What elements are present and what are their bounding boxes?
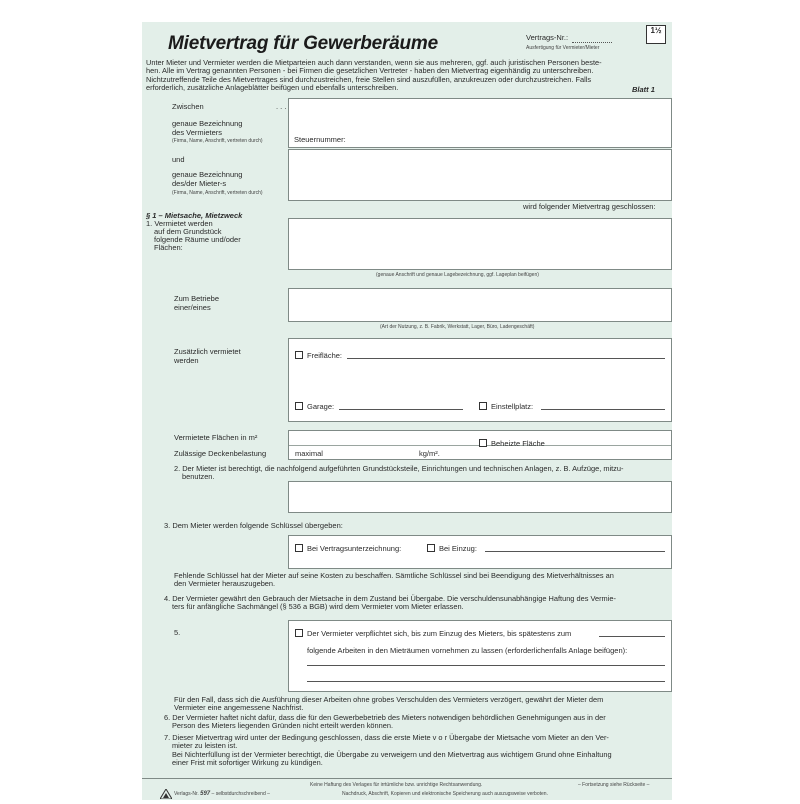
mieter-label-line: genaue Bezeichnung xyxy=(172,170,243,179)
beheizte-checkbox[interactable] xyxy=(479,439,487,447)
ausfertigung-note: Ausfertigung für Vermieter/Mieter xyxy=(526,45,600,51)
fall-line: Für den Fall, dass sich die Ausführung dieser Arbeiten ohne grobes Verschulden des Vermieters verzögert, gewährt der Mieter dem xyxy=(174,695,604,704)
betrieb-label-line: Zum Betriebe xyxy=(174,294,220,303)
folgende-label: folgende Arbeiten in den Mieträumen vornehmen zu lassen (erforderlichenfalls Anlage beifügen): xyxy=(307,646,628,655)
verpflichtet-checkbox[interactable] xyxy=(295,629,303,637)
intro-line: erforderlich, zusätzliche Anlageblätter beifügen und ebenfalls unterschreiben. xyxy=(146,82,399,92)
intro-line: hen. Alle im Vertrag genannten Personen - bei Firmen die gesetzlichen Vertreter - haben den Mietvertrag eigenhändig zu unterschreiben. xyxy=(146,66,594,76)
freiflaeche-checkbox[interactable] xyxy=(295,351,303,359)
copy-badge-label: 1½ xyxy=(650,26,662,35)
mitbenutzung-field[interactable] xyxy=(288,481,672,513)
fehlende-text xyxy=(174,572,674,589)
item1-label-line: 1. Vermietet werden xyxy=(146,219,213,228)
verlag-number: 597 xyxy=(200,791,211,797)
item6-text xyxy=(164,714,674,731)
garage-label: Garage: xyxy=(307,402,335,411)
haftung-note: Keine Haftung des Verlages für irrtümliche bzw. unrichtige Rechtsanwendung. xyxy=(310,782,483,788)
vermieter-field[interactable] xyxy=(288,98,672,148)
item7-line: Bei Nichterfüllung ist der Vermieter berechtigt, die Übergabe zu verweigern und den Mietvertrag aus wichtigem Grund ohne Einhaltung xyxy=(172,749,612,759)
zwischen-label: Zwischen xyxy=(172,102,204,111)
garage-option[interactable] xyxy=(295,402,334,412)
beheizte-label: Beheizte Fläche xyxy=(491,439,545,448)
betrieb-field[interactable] xyxy=(288,288,672,322)
verlag-prefix: Verlags-Nr. xyxy=(174,791,199,797)
einstellplatz-checkbox[interactable] xyxy=(479,402,487,410)
mieter-label xyxy=(172,171,242,188)
flaechen-label: Vermietete Flächen in m² xyxy=(174,433,258,442)
item3-text: 3. Dem Mieter werden folgende Schlüssel übergeben: xyxy=(164,521,343,530)
mieter-hint: (Firma, Name, Anschrift, vertreten durch) xyxy=(172,190,263,196)
flaechen-box[interactable] xyxy=(288,430,672,460)
vermieter-label-line: des Vermieters xyxy=(172,127,223,137)
vertrags-label: Vertrags-Nr.: xyxy=(526,33,569,42)
arbeiten-box xyxy=(288,620,672,692)
maximal-label: maximal xyxy=(295,449,323,458)
bei-vertrag-checkbox[interactable] xyxy=(295,544,303,552)
garage-checkbox[interactable] xyxy=(295,402,303,410)
arbeiten-line-2[interactable] xyxy=(307,681,665,682)
kgm2-label: kg/m². xyxy=(419,449,440,458)
copy-badge xyxy=(646,25,666,44)
betrieb-label-line: einer/eines xyxy=(174,302,211,312)
nachdruck-note: Nachdruck, Abschrift, Kopieren und elektronische Speicherung auch auszugsweise verboten. xyxy=(342,791,548,797)
zusaetzlich-label-line: Zusätzlich vermietet xyxy=(174,347,241,356)
fortsetzung-note: – Fortsetzung siehe Rückseite – xyxy=(578,782,650,788)
decke-label: Zulässige Deckenbelastung xyxy=(174,449,267,458)
schluessel-line[interactable] xyxy=(485,551,665,552)
page-title: Mietvertrag für Gewerberäume xyxy=(168,33,438,54)
form-sheet xyxy=(142,22,672,800)
item4-text xyxy=(164,595,674,612)
item2-text xyxy=(174,465,674,482)
item4-line: ters für anfängliche Sachmängel (§ 536 a BGB) wird dem Vermieter vom Mieter erlassen. xyxy=(172,602,464,612)
mietsache-hint: (genaue Anschrift und genaue Lagebezeichnung, ggf. Lageplan beifügen) xyxy=(376,272,539,278)
item1-label-line: auf dem Grundstück xyxy=(154,227,222,236)
item7-line: 7. Dieser Mietvertrag wird unter der Bedingung geschlossen, dass die erste Miete v o r Übergabe der Mietsache vom Mieter an den Ver- xyxy=(164,733,609,742)
garage-line[interactable] xyxy=(339,409,463,410)
vermieter-label xyxy=(172,120,242,137)
closing-text: wird folgender Mietvertrag geschlossen: xyxy=(523,202,656,211)
betrieb-label xyxy=(174,295,219,312)
vermieter-label-line: genaue Bezeichnung xyxy=(172,119,243,128)
item1-label-line: Flächen: xyxy=(154,243,183,252)
einstellplatz-label: Einstellplatz: xyxy=(491,402,534,411)
freiflaeche-line[interactable] xyxy=(347,358,665,359)
und-label: und xyxy=(172,155,185,164)
item6-line: 6. Der Vermieter haftet nicht dafür, dass die für den Gewerbebetrieb des Mieters notwendigen behördlichen Genehmigungen aus in der xyxy=(164,713,606,722)
zusaetzlich-label-line: werden xyxy=(174,355,199,365)
dots-mark: . . . xyxy=(276,102,287,111)
schluessel-box xyxy=(288,535,672,569)
bei-einzug-checkbox[interactable] xyxy=(427,544,435,552)
fehlende-line: den Vermieter herauszugeben. xyxy=(174,579,276,589)
fall-text xyxy=(174,696,674,713)
fehlende-line: Fehlende Schlüssel hat der Mieter auf seine Kosten zu beschaffen. Sämtliche Schlüssel sind bei Beendigung des Mietverhältnisses an xyxy=(174,571,614,580)
freiflaeche-label: Freifläche: xyxy=(307,351,343,360)
item5-number: 5. xyxy=(174,628,181,637)
blatt-label: Blatt 1 xyxy=(632,85,655,94)
intro-line: Unter Mieter und Vermieter werden die Mietparteien auch dann verstanden, wenn sie aus mehreren, ggf. auch juristischen Personen beste- xyxy=(146,58,602,67)
intro-text xyxy=(146,59,666,92)
freiflaeche-option[interactable] xyxy=(295,351,342,361)
footer-divider xyxy=(142,778,672,779)
item6-line: Person des Mieters liegenden Gründen nicht erteilt werden können. xyxy=(172,721,394,731)
mieter-label-line: des/der Mieter-s xyxy=(172,178,227,188)
vermieter-hint: (Firma, Name, Anschrift, vertreten durch) xyxy=(172,138,263,144)
mieter-field[interactable] xyxy=(288,149,672,201)
verpflichtet-option[interactable] xyxy=(295,629,571,639)
verlag-nr xyxy=(174,791,270,797)
section-1-heading: § 1 – Mietsache, Mietzweck xyxy=(146,211,243,220)
item4-line: 4. Der Vermieter gewährt den Gebrauch der Mietsache in dem Zustand bei Übergabe. Die verschuldensunabhängige Haftung des Vermie- xyxy=(164,594,616,603)
betrieb-hint: (Art der Nutzung, z. B. Fabrik, Werkstatt, Lager, Büro, Ladengeschäft) xyxy=(380,324,535,330)
bei-vertrag-label: Bei Vertragsunterzeichnung: xyxy=(307,544,402,553)
termin-line[interactable] xyxy=(599,636,665,637)
fall-line: Vermieter eine angemessene Nachfrist. xyxy=(174,703,304,713)
steuernummer-label: Steuernummer: xyxy=(294,135,346,144)
zusaetzlich-box xyxy=(288,338,672,422)
arbeiten-line-1[interactable] xyxy=(307,665,665,666)
item1-label xyxy=(146,220,241,252)
zusaetzlich-label xyxy=(174,348,241,365)
bei-vertrag-option[interactable] xyxy=(295,544,401,554)
vertrags-nr-field[interactable] xyxy=(572,42,612,43)
verlag-suffix: – selbstdurchschreibend – xyxy=(211,791,270,797)
verlag-logo-icon xyxy=(160,786,172,804)
einstellplatz-line[interactable] xyxy=(541,409,665,410)
item7-line: mieter zu leisten ist. xyxy=(172,741,238,751)
einstellplatz-option[interactable] xyxy=(479,402,533,412)
item7-line: einer Frist mit sofortiger Wirkung zu kündigen. xyxy=(172,757,323,767)
item1-label-line: folgende Räume und/oder xyxy=(154,235,241,244)
verpflichtet-label: Der Vermieter verpflichtet sich, bis zum Einzug des Mieters, bis spätestens zum xyxy=(307,629,572,638)
item2-line: benutzen. xyxy=(182,472,215,482)
item2-line: 2. Der Mieter ist berechtigt, die nachfolgend aufgeführten Grundstücksteile, Einrichtungen und technischen Anlagen, z. B. Aufzüge, mitzu- xyxy=(174,464,624,473)
bei-einzug-label: Bei Einzug: xyxy=(439,544,477,553)
bei-einzug-option[interactable] xyxy=(427,544,477,554)
beheizte-option[interactable] xyxy=(479,439,545,449)
mietsache-field[interactable] xyxy=(288,218,672,270)
intro-line: Nichtzutreffende Teile des Mietvertrages sind durchzustreichen, freie Stellen sind auszufüllen, anzukreuzen oder durchzustreichen. Falls xyxy=(146,74,592,84)
item7-text xyxy=(164,734,674,767)
